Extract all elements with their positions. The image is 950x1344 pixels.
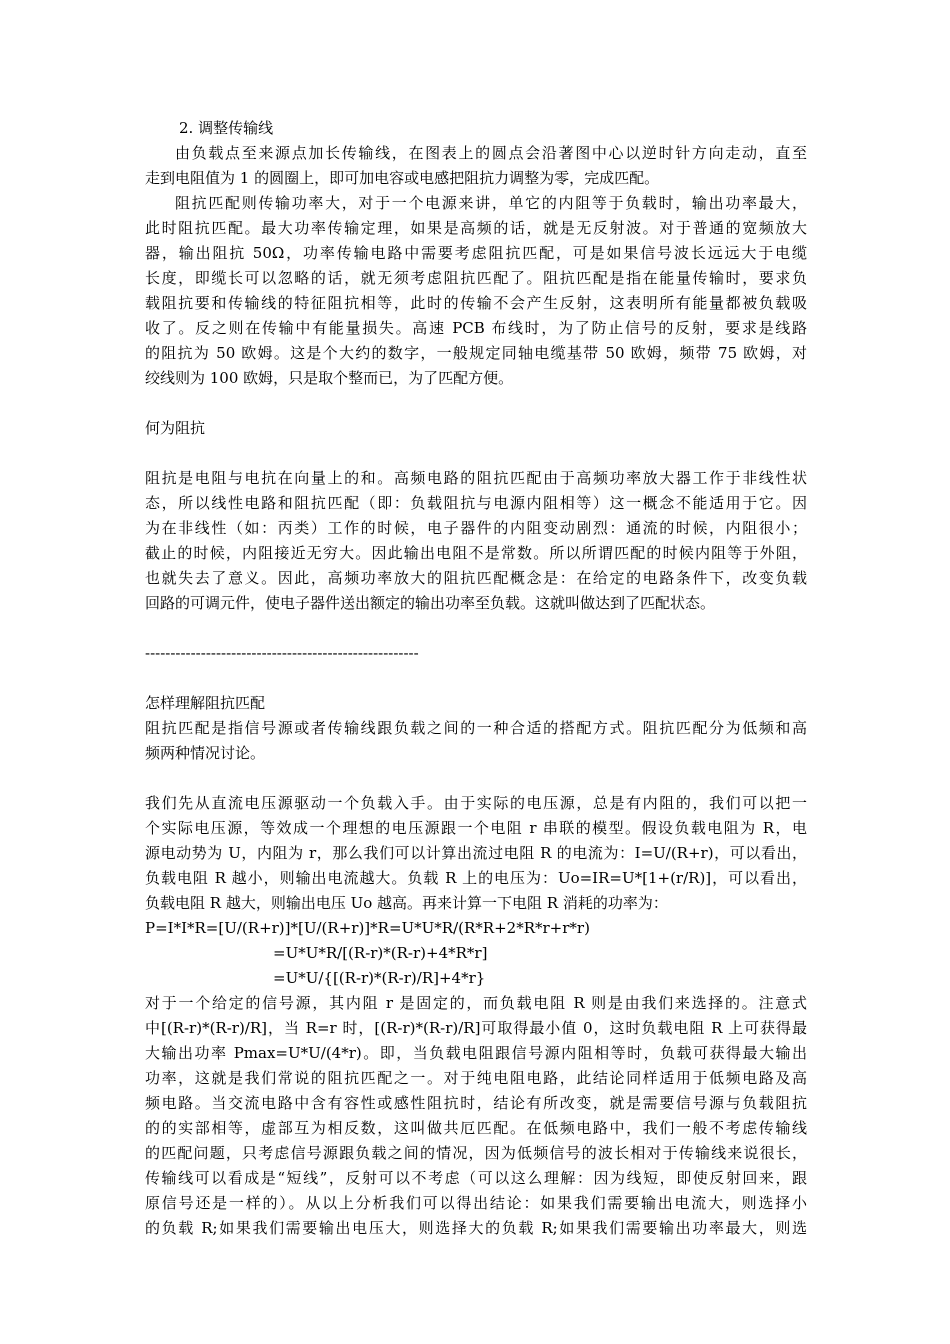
- paragraph-line: 绞线则为 100 欧姆，只是取个整而已，为了匹配方便。: [145, 369, 514, 387]
- formula-line: P=I*I*R=[U/(R+r)]*[U/(R+r)]*R=U*U*R/(R*R+2*R*r+r*r): [145, 919, 590, 937]
- section-heading-what-is-impedance: 何为阻抗: [145, 419, 206, 437]
- paragraph-line: 器，输出阻抗 50Ω，功率传输电路中需要考虑阻抗匹配，可是如果信号波长远远大于电缆: [145, 244, 807, 262]
- section-heading-adjust-line: 2. 调整传输线: [179, 119, 274, 137]
- paragraph-line: 频电路。当交流电路中含有容性或感性阻抗时，结论有所改变，就是需要信号源与负载阻抗: [145, 1094, 807, 1112]
- paragraph-line: 传输线可以看成是“短线”，反射可以不考虑（可以这么理解：因为线短，即使反射回来，跟: [145, 1169, 807, 1187]
- paragraph-line: 态，所以线性电路和阻抗匹配（即：负载阻抗与电源内阻相等）这一概念不能适用于它。因: [145, 494, 807, 512]
- dashed-separator: ------------------------------------------------------: [145, 644, 419, 662]
- paragraph-line: 收了。反之则在传输中有能量损失。高速 PCB 布线时，为了防止信号的反射，要求是线路: [145, 319, 807, 337]
- blank-line: [145, 616, 807, 641]
- paragraph-line: 频两种情况讨论。: [145, 744, 266, 762]
- section-heading-understand-matching: 怎样理解阻抗匹配: [145, 694, 266, 712]
- paragraph-line: 也就失去了意义。因此，高频功率放大的阻抗匹配概念是：在给定的电路条件下，改变负载: [145, 569, 807, 587]
- paragraph-line: 功率，这就是我们常说的阻抗匹配之一。对于纯电阻电路，此结论同样适用于低频电路及高: [145, 1069, 807, 1087]
- paragraph-line: 的负载 R;如果我们需要输出电压大，则选择大的负载 R;如果我们需要输出功率最大，则选: [145, 1219, 807, 1237]
- paragraph-line: 阻抗是电阻与电抗在向量上的和。高频电路的阻抗匹配由于高频功率放大器工作于非线性状: [145, 469, 807, 487]
- paragraph-line: 对于一个给定的信号源，其内阻 r 是固定的，而负载电阻 R 则是由我们来选择的。注意式: [145, 994, 807, 1012]
- paragraph-line: 个实际电压源，等效成一个理想的电压源跟一个电阻 r 串联的模型。假设负载电阻为 R，电: [145, 819, 807, 837]
- paragraph-line: 阻抗匹配是指信号源或者传输线跟负载之间的一种合适的搭配方式。阻抗匹配分为低频和高: [145, 719, 807, 737]
- blank-line: [145, 766, 807, 791]
- paragraph-line: 为在非线性（如：丙类）工作的时候，电子器件的内阻变动剧烈：通流的时候，内阻很小；: [145, 519, 807, 537]
- paragraph-line: 源电动势为 U，内阻为 r，那么我们可以计算出流过电阻 R 的电流为：I=U/(R+r)，可以看出，: [145, 844, 807, 862]
- paragraph-line: 阻抗匹配则传输功率大，对于一个电源来讲，单它的内阻等于负载时，输出功率最大，: [175, 194, 807, 212]
- paragraph-line: 此时阻抗匹配。最大功率传输定理，如果是高频的话，就是无反射波。对于普通的宽频放大: [145, 219, 807, 237]
- paragraph-line: 的匹配问题，只考虑信号源跟负载之间的情况，因为低频信号的波长相对于传输线来说很长，: [145, 1144, 807, 1162]
- paragraph-line: 我们先从直流电压源驱动一个负载入手。由于实际的电压源，总是有内阻的，我们可以把一: [145, 794, 807, 812]
- paragraph-line: 原信号还是一样的）。从以上分析我们可以得出结论：如果我们需要输出电流大，则选择小: [145, 1194, 807, 1212]
- blank-line: [145, 391, 807, 416]
- paragraph-line: 中[(R-r)*(R-r)/R]，当 R=r 时，[(R-r)*(R-r)/R]可取得最小值 0，这时负载电阻 R 上可获得最: [145, 1019, 807, 1037]
- paragraph-line: 负载电阻 R 越大，则输出电压 Uo 越高。再来计算一下电阻 R 消耗的功率为：: [145, 894, 668, 912]
- paragraph-line: 回路的可调元件，使电子器件送出额定的输出功率至负载。这就叫做达到了匹配状态。: [145, 594, 716, 612]
- blank-line: [145, 666, 807, 691]
- paragraph-line: 的的实部相等，虚部互为相反数，这叫做共厄匹配。在低频电路中，我们一般不考虑传输线: [145, 1119, 807, 1137]
- paragraph-line: 载阻抗要和传输线的特征阻抗相等，此时的传输不会产生反射，这表明所有能量都被负载吸: [145, 294, 807, 312]
- paragraph-line: 大输出功率 Pmax=U*U/(4*r)。即，当负载电阻跟信号源内阻相等时，负载可获得最大输出: [145, 1044, 807, 1062]
- paragraph-line: 走到电阻值为 1 的圆圈上，即可加电容或电感把阻抗力调整为零，完成匹配。: [145, 169, 660, 187]
- paragraph-line: 负载电阻 R 越小，则输出电流越大。负载 R 上的电压为：Uo=IR=U*[1+(r/R)]，可以看出，: [145, 869, 807, 887]
- formula-line: =U*U/{[(R-r)*(R-r)/R]+4*r}: [273, 969, 486, 987]
- paragraph-line: 长度，即缆长可以忽略的话，就无须考虑阻抗匹配了。阻抗匹配是指在能量传输时，要求负: [145, 269, 807, 287]
- formula-line: =U*U*R/[(R-r)*(R-r)+4*R*r]: [273, 944, 488, 962]
- paragraph-line: 的阻抗为 50 欧姆。这是个大约的数字，一般规定同轴电缆基带 50 欧姆，频带 75 欧姆，对: [145, 344, 807, 362]
- paragraph-line: 截止的时候，内阻接近无穷大。因此输出电阻不是常数。所以所谓匹配的时候内阻等于外阻，: [145, 544, 807, 562]
- document-page: [145, 116, 807, 1241]
- blank-line: [145, 441, 807, 466]
- paragraph-line: 由负载点至来源点加长传输线，在图表上的圆点会沿著图中心以逆时针方向走动，直至: [175, 144, 807, 162]
